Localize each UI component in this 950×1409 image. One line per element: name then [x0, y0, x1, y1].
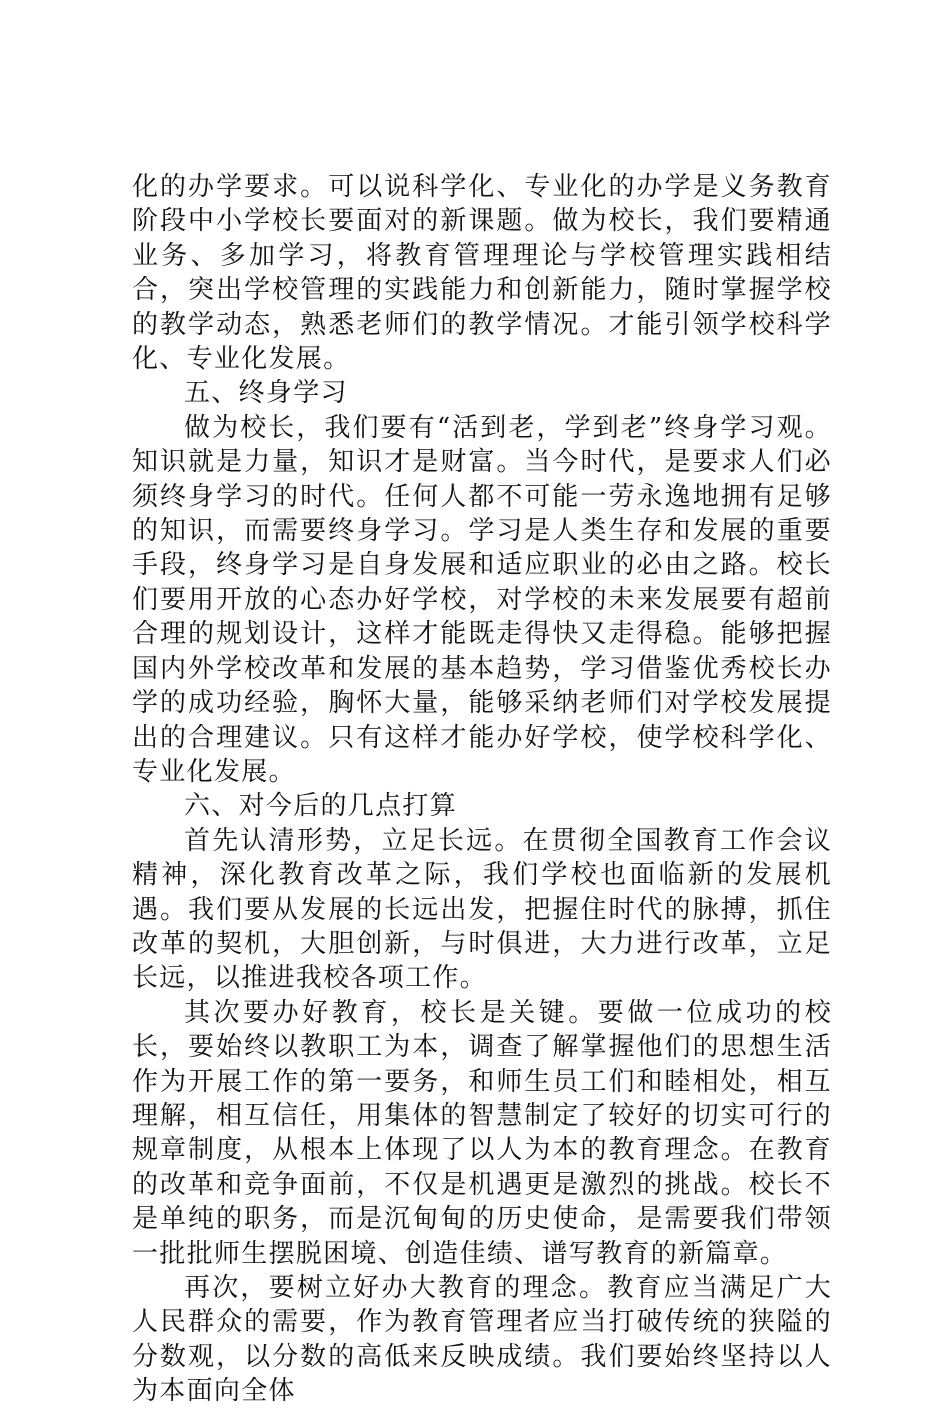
- document-body: [132, 170, 832, 1409]
- paragraph-plan-second: 其次要办好教育，校长是关键。要做一位成功的校长，要始终以教职工为本，调查了解掌握他们的思想生活作为开展工作的第一要务，和师生员工们和睦相处，相互理解，相互信任，用集体的智慧制定了较好的切实可行的规章制度，从根本上体现了以人为本的教育理念。在教育的改革和竞争面前，不仅是机遇更是激烈的挑战。校长不是单纯的职务，而是沉甸甸的历史使命，是需要我们带领一批批师生摆脱困境、创造佳绩、谱写教育的新篇章。: [132, 997, 832, 1269]
- paragraph-plan-third: 再次，要树立好办大教育的理念。教育应当满足广大人民群众的需要，作为教育管理者应当打破传统的狭隘的分数观，以分数的高低来反映成绩。我们要始终坚持以人为本面向全体: [132, 1273, 832, 1407]
- paragraph-lifelong-learning: 做为校长，我们要有“活到老，学到老”终身学习观。知识就是力量，知识才是财富。当今时代，是要求人们必须终身学习的时代。任何人都不可能一劳永逸地拥有足够的知识，而需要终身学习。学习是人类生存和发展的重要手段，终身学习是自身发展和适应职业的必由之路。校长们要用开放的心态办好学校，对学校的未来发展要有超前合理的规划设计，这样才能既走得快又走得稳。能够把握国内外学校改革和发展的基本趋势，学习借鉴优秀校长办学的成功经验，胸怀大量，能够采纳老师们对学校发展提出的合理建议。只有这样才能办好学校，使学校科学化、专业化发展。: [132, 412, 832, 787]
- section-heading-lifelong-learning: 五、终身学习: [184, 378, 348, 409]
- paragraph-plan-first: 首先认清形势，立足长远。在贯彻全国教育工作会议精神，深化教育改革之际，我们学校也面临新的发展机遇。我们要从发展的长远出发，把握住时代的脉搏，抓住改革的契机，大胆创新，与时俱进，大力进行改革，立足长远，以推进我校各项工作。: [132, 825, 832, 994]
- section-heading-future-plans: 六、对今后的几点打算: [184, 791, 458, 822]
- paragraph-continuation: 化的办学要求。可以说科学化、专业化的办学是义务教育阶段中小学校长要面对的新课题。做为校长，我们要精通业务、多加学习，将教育管理理论与学校管理实践相结合，突出学校管理的实践能力和创新能力，随时掌握学校的教学动态，熟悉老师们的教学情况。才能引领学校科学化、专业化发展。: [132, 172, 832, 375]
